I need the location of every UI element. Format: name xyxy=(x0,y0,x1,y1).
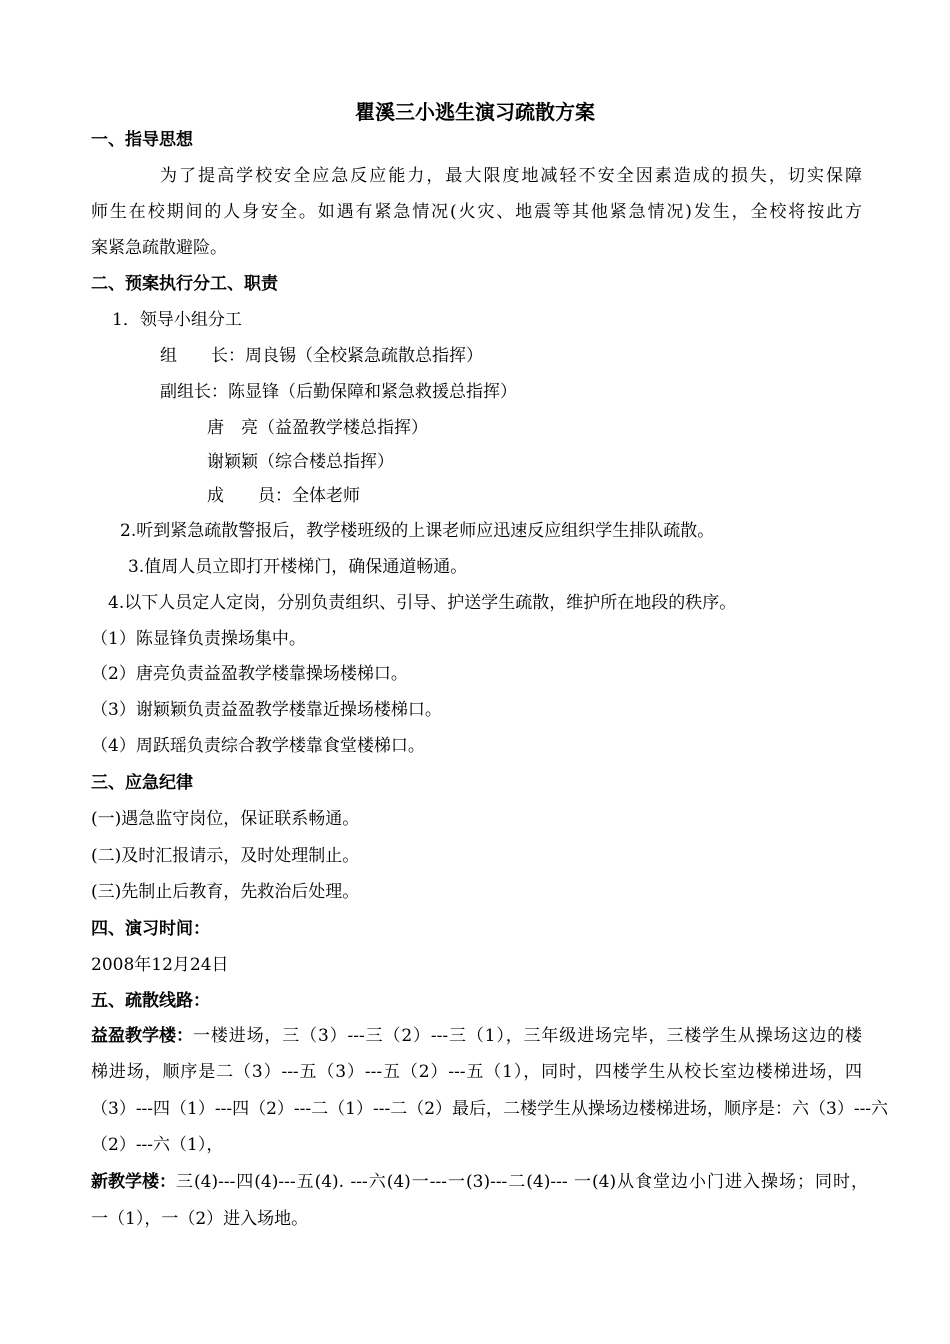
rule-item: (一)遇急监守岗位，保证联系畅通。 xyxy=(91,809,360,829)
sub-list-item: （2）唐亮负责益盈教学楼靠操场楼梯口。 xyxy=(91,664,408,684)
route-text: 三(4)---四(4)---五(4). ---六(4)一---一(3)---二(4)--- 一(4)从食堂边小门进入操场；同时， xyxy=(176,1172,868,1192)
route-paragraph-line: （2）---六（1）， xyxy=(91,1135,224,1155)
route-paragraph-line: 梯进场，顺序是二（3）---五（3）---五（2）---五（1），同时，四楼学生从校长室边楼梯进场，四 xyxy=(91,1062,862,1082)
document-title: 瞿溪三小逃生演习疏散方案 xyxy=(355,100,595,124)
route-paragraph-line: 一（1），一（2）进入场地。 xyxy=(91,1209,309,1229)
rule-item: (三)先制止后教育，先救治后处理。 xyxy=(91,882,360,902)
deputy-leader-line: 副组长：陈显锋（后勤保障和紧急救援总指挥） xyxy=(160,382,517,402)
rule-item: (二)及时汇报请示，及时处理制止。 xyxy=(91,846,360,866)
list-item: 1．领导小组分工 xyxy=(112,310,242,330)
sub-list-item: （3）谢颖颖负责益盈教学楼靠近操场楼梯口。 xyxy=(91,700,442,720)
team-member-line: 唐 亮（益盈教学楼总指挥） xyxy=(207,418,428,438)
list-item: 2.听到紧急疏散警报后，教学楼班级的上课老师应迅速反应组织学生排队疏散。 xyxy=(120,521,715,541)
paragraph-line: 为了提高学校安全应急反应能力，最大限度地减轻不安全因素造成的损失，切实保障 xyxy=(160,166,862,186)
team-member-line: 谢颖颖（综合楼总指挥） xyxy=(207,452,394,472)
paragraph-line: 师生在校期间的人身安全。如遇有紧急情况(火灾、地震等其他紧急情况)发生，全校将按此方 xyxy=(91,202,862,222)
section-heading-division-of-duties: 二、预案执行分工、职责 xyxy=(91,274,278,294)
route-paragraph-line: （3）---四（1）---四（2）---二（1）---二（2）最后，二楼学生从操场边楼梯进场，顺序是：六（3）---六 xyxy=(91,1099,889,1119)
route-paragraph-line xyxy=(91,1024,862,1048)
section-heading-evacuation-route: 五、疏散线路： xyxy=(91,991,210,1011)
building-label-new: 新教学楼： xyxy=(91,1172,176,1192)
list-item: 3.值周人员立即打开楼梯门，确保通道畅通。 xyxy=(128,557,468,577)
drill-date: 2008年12月24日 xyxy=(91,955,229,975)
section-heading-emergency-discipline: 三、应急纪律 xyxy=(91,773,193,793)
section-heading-guiding-thought: 一、指导思想 xyxy=(91,130,193,150)
sub-list-item: （4）周跃瑶负责综合教学楼靠食堂楼梯口。 xyxy=(91,736,425,756)
team-members-line: 成 员：全体老师 xyxy=(207,486,360,506)
section-heading-drill-time: 四、演习时间： xyxy=(91,919,210,939)
list-item: 4.以下人员定人定岗，分别负责组织、引导、护送学生疏散，维护所在地段的秩序。 xyxy=(108,593,737,613)
paragraph-line: 案紧急疏散避险。 xyxy=(91,238,227,258)
route-paragraph-line xyxy=(91,1170,868,1194)
building-label-yiying: 益盈教学楼： xyxy=(91,1026,193,1046)
route-text: 一楼进场，三（3）---三（2）---三（1），三年级进场完毕，三楼学生从操场这边的楼 xyxy=(193,1026,862,1046)
team-leader-line: 组 长：周良锡（全校紧急疏散总指挥） xyxy=(160,346,483,366)
sub-list-item: （1）陈显锋负责操场集中。 xyxy=(91,629,306,649)
